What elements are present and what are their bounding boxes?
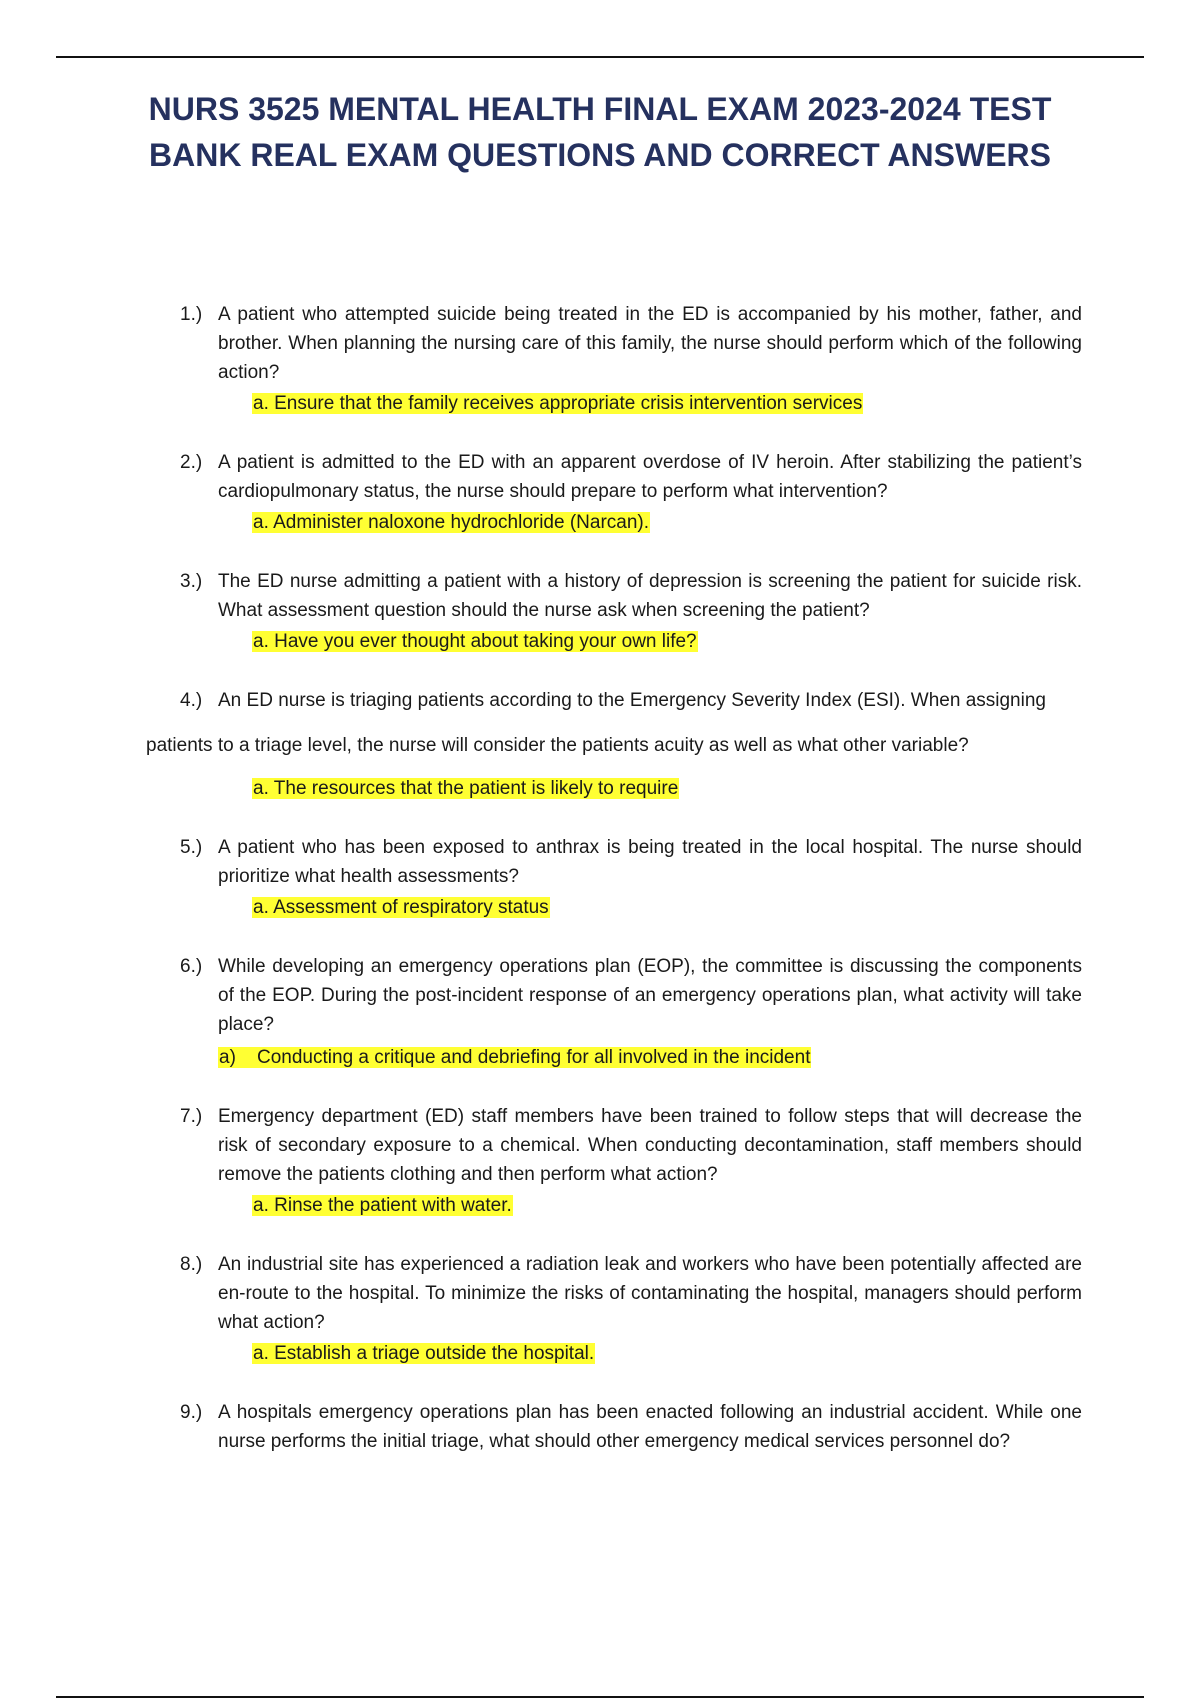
question-number: 2.) [180, 452, 203, 473]
question-text: A patient who has been exposed to anthrax is being treated in the local hospital. The nurse should prioritize what health assessments? [218, 837, 1082, 887]
question-list [0, 300, 1200, 1486]
answer-highlight: a. Ensure that the family receives appropriate crisis intervention services [253, 393, 863, 414]
answer-highlight: a) Conducting a critique and debriefing for all involved in the incident [219, 1047, 811, 1068]
question-number: 8.) [180, 1254, 203, 1275]
question-text: A hospitals emergency operations plan has been enacted following an industrial accident. While one nurse performs the initial triage, what should other emergency medical services personnel do? [218, 1402, 1082, 1452]
question-text: While developing an emergency operations plan (EOP), the committee is discussing the components of the EOP. During the post-incident response of an emergency operations plan, what activity will take place? [218, 956, 1082, 1035]
question-text: A patient is admitted to the ED with an apparent overdose of IV heroin. After stabilizing the patient’s cardiopulmonary status, the nurse should prepare to perform what intervention? [218, 452, 1082, 502]
answer-highlight: a. Have you ever thought about taking your own life? [253, 631, 697, 652]
page-title [100, 86, 1100, 178]
question-number: 5.) [180, 837, 203, 858]
question-item [0, 1250, 1200, 1368]
question-item [0, 833, 1200, 922]
question-text-continued: patients to a triage level, the nurse will consider the patients acuity as well as what other variable? [146, 735, 969, 756]
title-line-2: BANK REAL EXAM QUESTIONS AND CORRECT ANSWERS [149, 137, 1051, 173]
question-text: A patient who attempted suicide being treated in the ED is accompanied by his mother, father, and brother. When planning the nursing care of this family, the nurse should perform which of the following action? [218, 304, 1082, 383]
title-line-1: NURS 3525 MENTAL HEALTH FINAL EXAM 2023-2024 TEST [148, 91, 1052, 127]
question-text: The ED nurse admitting a patient with a history of depression is screening the patient for suicide risk. What assessment question should the nurse ask when screening the patient? [218, 571, 1082, 621]
question-item [0, 448, 1200, 537]
question-text: An ED nurse is triaging patients according to the Emergency Severity Index (ESI). When assigning [218, 690, 1046, 711]
question-number: 7.) [180, 1106, 203, 1127]
answer-highlight: a. The resources that the patient is likely to require [253, 778, 679, 799]
top-rule [56, 56, 1144, 58]
question-number: 9.) [180, 1402, 203, 1423]
answer-highlight: a. Establish a triage outside the hospital. [253, 1343, 595, 1364]
answer-highlight: a. Administer naloxone hydrochloride (Narcan). [253, 512, 650, 533]
question-text: Emergency department (ED) staff members have been trained to follow steps that will decrease the risk of secondary exposure to a chemical. When conducting decontamination, staff members should remove the patients clothing and then perform what action? [218, 1106, 1082, 1185]
question-item [0, 300, 1200, 418]
question-number: 3.) [180, 571, 203, 592]
question-item [0, 1398, 1200, 1456]
bottom-rule [56, 1696, 1144, 1698]
question-item [0, 686, 1200, 803]
question-item [0, 1102, 1200, 1220]
answer-highlight: a. Assessment of respiratory status [253, 897, 549, 918]
question-number: 6.) [180, 956, 203, 977]
question-item [0, 952, 1200, 1072]
question-number: 1.) [180, 304, 203, 325]
question-text: An industrial site has experienced a radiation leak and workers who have been potentially affected are en-route to the hospital. To minimize the risks of contaminating the hospital, managers should perform what action? [218, 1254, 1082, 1333]
question-number: 4.) [180, 690, 203, 711]
question-item [0, 567, 1200, 656]
answer-highlight: a. Rinse the patient with water. [253, 1195, 512, 1216]
